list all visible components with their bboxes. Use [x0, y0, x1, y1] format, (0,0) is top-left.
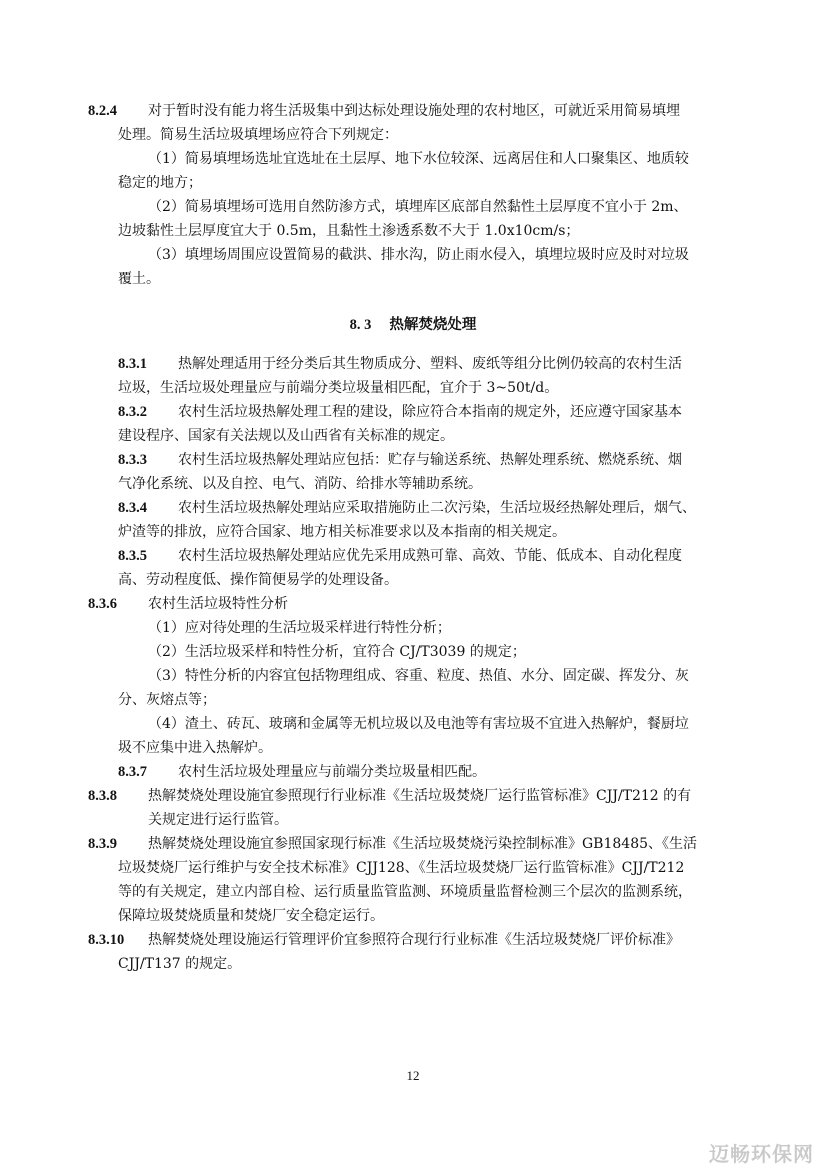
- clause-number: 8.3.9: [88, 836, 117, 852]
- list-item-1-cont: [0, 171, 826, 195]
- list-item-1: [0, 616, 826, 640]
- list-item-text: （3）填埋场周围应设置简易的截洪、排水沟，防止雨水侵入，填埋垃圾时应及时对垃圾: [148, 247, 689, 263]
- clause-8-3-9-line-3: [0, 880, 826, 904]
- watermark: 迈畅环保网: [709, 1142, 814, 1166]
- clause-number: 8.3.8: [88, 788, 117, 804]
- clause-text: 保障垃圾焚烧质量和焚烧厂安全稳定运行。: [118, 908, 384, 924]
- list-item-text: 稳定的地方；: [118, 175, 202, 191]
- clause-8-3-2-line-1: [0, 400, 826, 424]
- clause-8-3-5-line-2: [0, 568, 826, 592]
- list-item-text: （3）特性分析的内容宜包括物理组成、容重、粒度、热值、水分、固定碳、挥发分、灰: [148, 668, 689, 684]
- clause-8-3-3-line-2: [0, 472, 826, 496]
- clause-number: 8.3.10: [88, 932, 125, 948]
- clause-text: 热解焚烧处理设施宜参照国家现行标准《生活垃圾焚烧污染控制标准》GB18485、《生活: [148, 836, 698, 852]
- list-item-text: 边坡黏性土层厚度宜大于 0.5m，且黏性土渗透系数不大于 1.0x10cm/s；: [118, 223, 580, 239]
- clause-text: 气净化系统、以及自控、电气、消防、给排水等辅助系统。: [118, 476, 482, 492]
- list-item-text: 覆土。: [118, 271, 160, 287]
- clause-8-3-10-line-2: [0, 952, 826, 976]
- clause-8-3-8-line-1: [0, 784, 826, 808]
- clause-8-3-1-line-1: [0, 352, 826, 376]
- clause-8-3-1-line-2: [0, 376, 826, 400]
- section-title: 热解焚烧处理: [389, 316, 477, 333]
- clause-number: 8.3.7: [118, 764, 147, 780]
- clause-text: 农村生活垃圾热解处理站应包括：贮存与输送系统、热解处理系统、燃烧系统、烟: [178, 452, 682, 468]
- clause-number: 8.3.6: [88, 596, 117, 612]
- clause-text: 处理。简易生活垃圾填埋场应符合下列规定：: [118, 127, 398, 143]
- clause-text: 热解处理适用于经分类后其生物质成分、塑料、废纸等组分比例仍较高的农村生活: [178, 356, 682, 372]
- clause-text: 热解焚烧处理设施宜参照现行行业标准《生活垃圾焚烧厂运行监管标准》CJJ/T212 的有: [148, 788, 692, 804]
- clause-8-3-10-line-1: [0, 928, 826, 952]
- clause-text: 农村生活垃圾热解处理站应采取措施防止二次污染，生活垃圾经热解处理后，烟气、: [178, 500, 696, 516]
- clause-text: 等的有关规定，建立内部自检、运行质量监管监测、环境质量监督检测三个层次的监测系统，: [118, 884, 692, 900]
- clause-number: 8.3.5: [118, 548, 147, 564]
- clause-8-3-4-line-2: [0, 520, 826, 544]
- section-number: 8. 3: [349, 317, 372, 333]
- clause-8-3-5-line-1: [0, 544, 826, 568]
- section-heading: [0, 313, 826, 337]
- clause-text: 热解焚烧处理设施运行管理评价宜参照符合现行行业标准《生活垃圾焚烧厂评价标准》: [148, 932, 680, 948]
- clause-text: 农村生活垃圾热解处理工程的建设，除应符合本指南的规定外，还应遵守国家基本: [178, 404, 682, 420]
- clause-number: 8.3.1: [118, 356, 147, 372]
- list-item-3-cont: [0, 688, 826, 712]
- clause-8-3-9-line-1: [0, 832, 826, 856]
- clause-number: 8.3.4: [118, 500, 147, 516]
- clause-8-2-4-line-1: [0, 99, 826, 123]
- clause-text: CJJ/T137 的规定。: [118, 956, 242, 972]
- list-item-2: [0, 195, 826, 219]
- clause-8-3-6-line-1: [0, 592, 826, 616]
- list-item-text: （1）应对待处理的生活垃圾采样进行特性分析；: [148, 620, 451, 636]
- clause-number: 8.3.2: [118, 404, 147, 420]
- clause-number: 8.2.4: [88, 103, 117, 119]
- clause-8-3-8-line-2: [0, 808, 826, 832]
- list-item-text: 分、灰熔点等；: [118, 692, 216, 708]
- clause-text: 垃圾，生活垃圾处理量应与前端分类垃圾量相匹配，宜介于 3~50t/d。: [118, 380, 559, 396]
- clause-number: 8.3.3: [118, 452, 147, 468]
- clause-8-3-9-line-4: [0, 904, 826, 928]
- clause-8-3-9-line-2: [0, 856, 826, 880]
- clause-8-3-4-line-1: [0, 496, 826, 520]
- list-item-3: [0, 243, 826, 267]
- page-number: 12: [406, 1068, 420, 1083]
- list-item-3-cont: [0, 267, 826, 291]
- list-item-1: [0, 147, 826, 171]
- clause-8-3-3-line-1: [0, 448, 826, 472]
- clause-text: 农村生活垃圾特性分析: [148, 596, 288, 612]
- list-item-3: [0, 664, 826, 688]
- list-item-text: （4）渣土、砖瓦、玻璃和金属等无机垃圾以及电池等有害垃圾不宜进入热解炉，餐厨垃: [148, 716, 689, 732]
- list-item-text: 圾不应集中进入热解炉。: [118, 740, 272, 756]
- clause-text: 农村生活垃圾处理量应与前端分类垃圾量相匹配。: [178, 764, 486, 780]
- clause-text: 农村生活垃圾热解处理站应优先采用成熟可靠、高效、节能、低成本、自动化程度: [178, 548, 682, 564]
- clause-text: 高、劳动程度低、操作简便易学的处理设备。: [118, 572, 398, 588]
- clause-text: 关规定进行运行监管。: [148, 812, 288, 828]
- clause-text: 建设程序、国家有关法规以及山西省有关标准的规定。: [118, 428, 454, 444]
- list-item-2-cont: [0, 219, 826, 243]
- clause-8-2-4-line-2: [0, 123, 826, 147]
- clause-8-3-2-line-2: [0, 424, 826, 448]
- clause-8-3-7-line-1: [0, 760, 826, 784]
- list-item-2: [0, 640, 826, 664]
- list-item-text: （2）简易填埋场可选用自然防渗方式，填埋库区底部自然黏性土层厚度不宜小于 2m、: [148, 199, 688, 215]
- list-item-4-cont: [0, 736, 826, 760]
- clause-text: 炉渣等的排放，应符合国家、地方相关标准要求以及本指南的相关规定。: [118, 524, 566, 540]
- clause-text: 对于暂时没有能力将生活圾集中到达标处理设施处理的农村地区，可就近采用简易填埋: [148, 103, 680, 119]
- list-item-text: （2）生活垃圾采样和特性分析，宜符合 CJ/T3039 的规定；: [148, 644, 526, 660]
- list-item-4: [0, 712, 826, 736]
- list-item-text: （1）简易填埋场选址宜选址在土层厚、地下水位较深、远离居住和人口聚集区、地质较: [148, 151, 689, 167]
- clause-text: 垃圾焚烧厂运行维护与安全技术标准》CJJ128、《生活垃圾焚烧厂运行监管标准》CJJ/T212: [118, 860, 685, 876]
